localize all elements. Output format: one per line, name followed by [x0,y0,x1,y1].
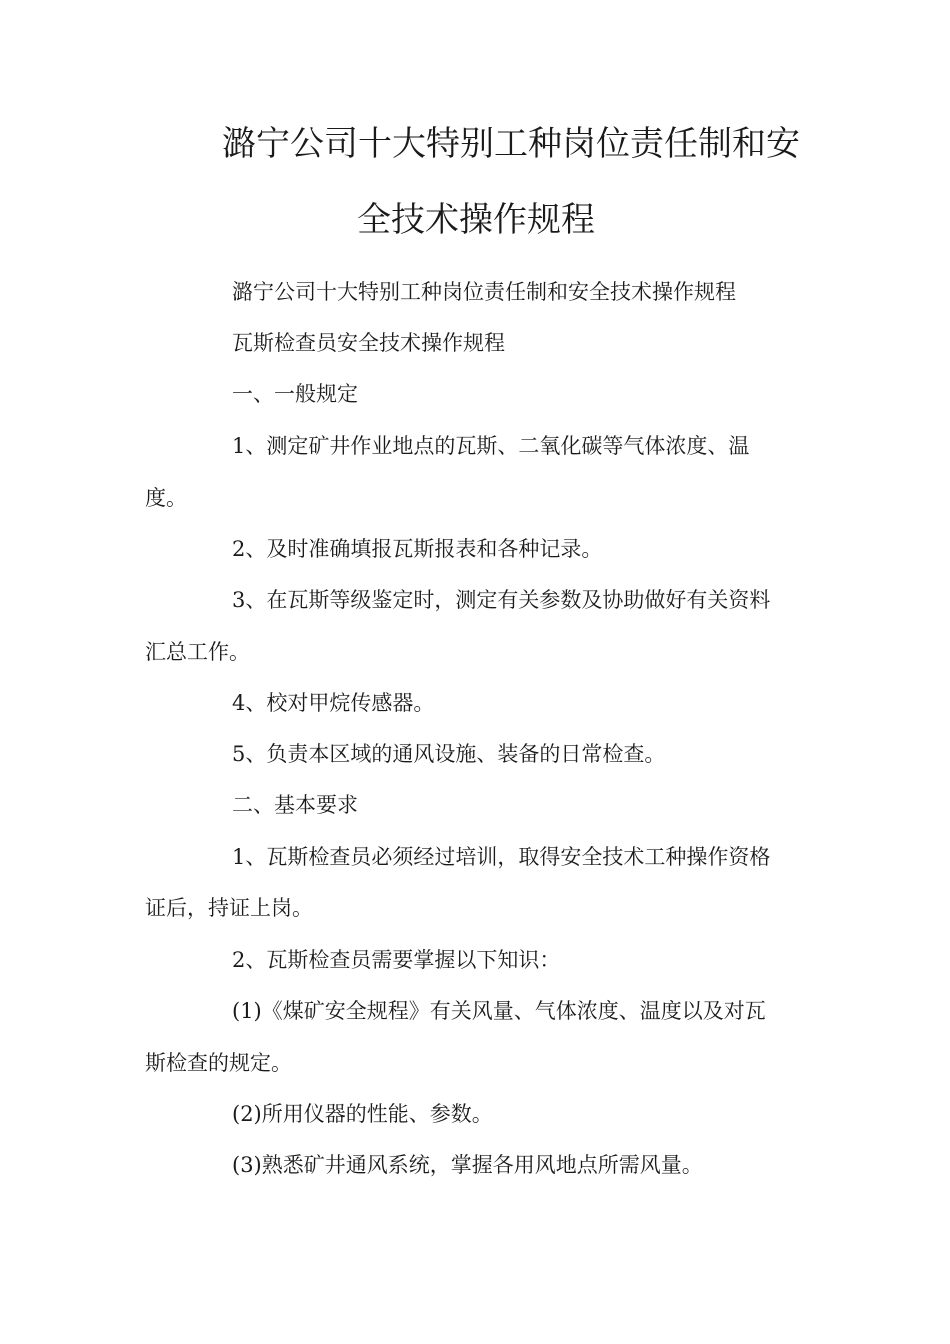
paragraph-req-2-2: (2)所用仪器的性能、参数。 [232,1102,493,1126]
paragraph-section-heading: 瓦斯检查员安全技术操作规程 [232,331,505,355]
paragraph-req-1: 1、瓦斯检查员必须经过培训，取得安全技术工种操作资格 [232,845,771,869]
paragraph-heading-general: 一、一般规定 [232,382,358,406]
paragraph-req-2: 2、瓦斯检查员需要掌握以下知识： [232,948,561,972]
paragraph-req-2-1-cont: 斯检查的规定。 [145,1051,292,1075]
paragraph-item-4: 4、校对甲烷传感器。 [232,691,435,715]
paragraph-item-3: 3、在瓦斯等级鉴定时，测定有关参数及协助做好有关资料 [232,588,771,612]
paragraph-doc-subtitle: 潞宁公司十大特别工种岗位责任制和安全技术操作规程 [232,280,736,304]
paragraph-heading-requirements: 二、基本要求 [232,793,358,817]
paragraph-req-1-cont: 证后，持证上岗。 [145,896,313,920]
paragraph-item-1-cont: 度。 [145,486,187,510]
paragraph-req-2-3: (3)熟悉矿井通风系统，掌握各用风地点所需风量。 [232,1153,703,1177]
paragraph-item-5: 5、负责本区域的通风设施、装备的日常检查。 [232,742,666,766]
paragraph-item-3-cont: 汇总工作。 [145,640,250,664]
paragraph-req-2-1: (1)《煤矿安全规程》有关风量、气体浓度、温度以及对瓦 [232,999,766,1023]
paragraph-item-1: 1、测定矿井作业地点的瓦斯、二氧化碳等气体浓度、温 [232,434,750,458]
paragraph-item-2: 2、及时准确填报瓦斯报表和各种记录。 [232,537,603,561]
document-title-line-2: 全技术操作规程 [357,200,595,240]
document-title-line-1: 潞宁公司十大特别工种岗位责任制和安 [222,124,800,164]
